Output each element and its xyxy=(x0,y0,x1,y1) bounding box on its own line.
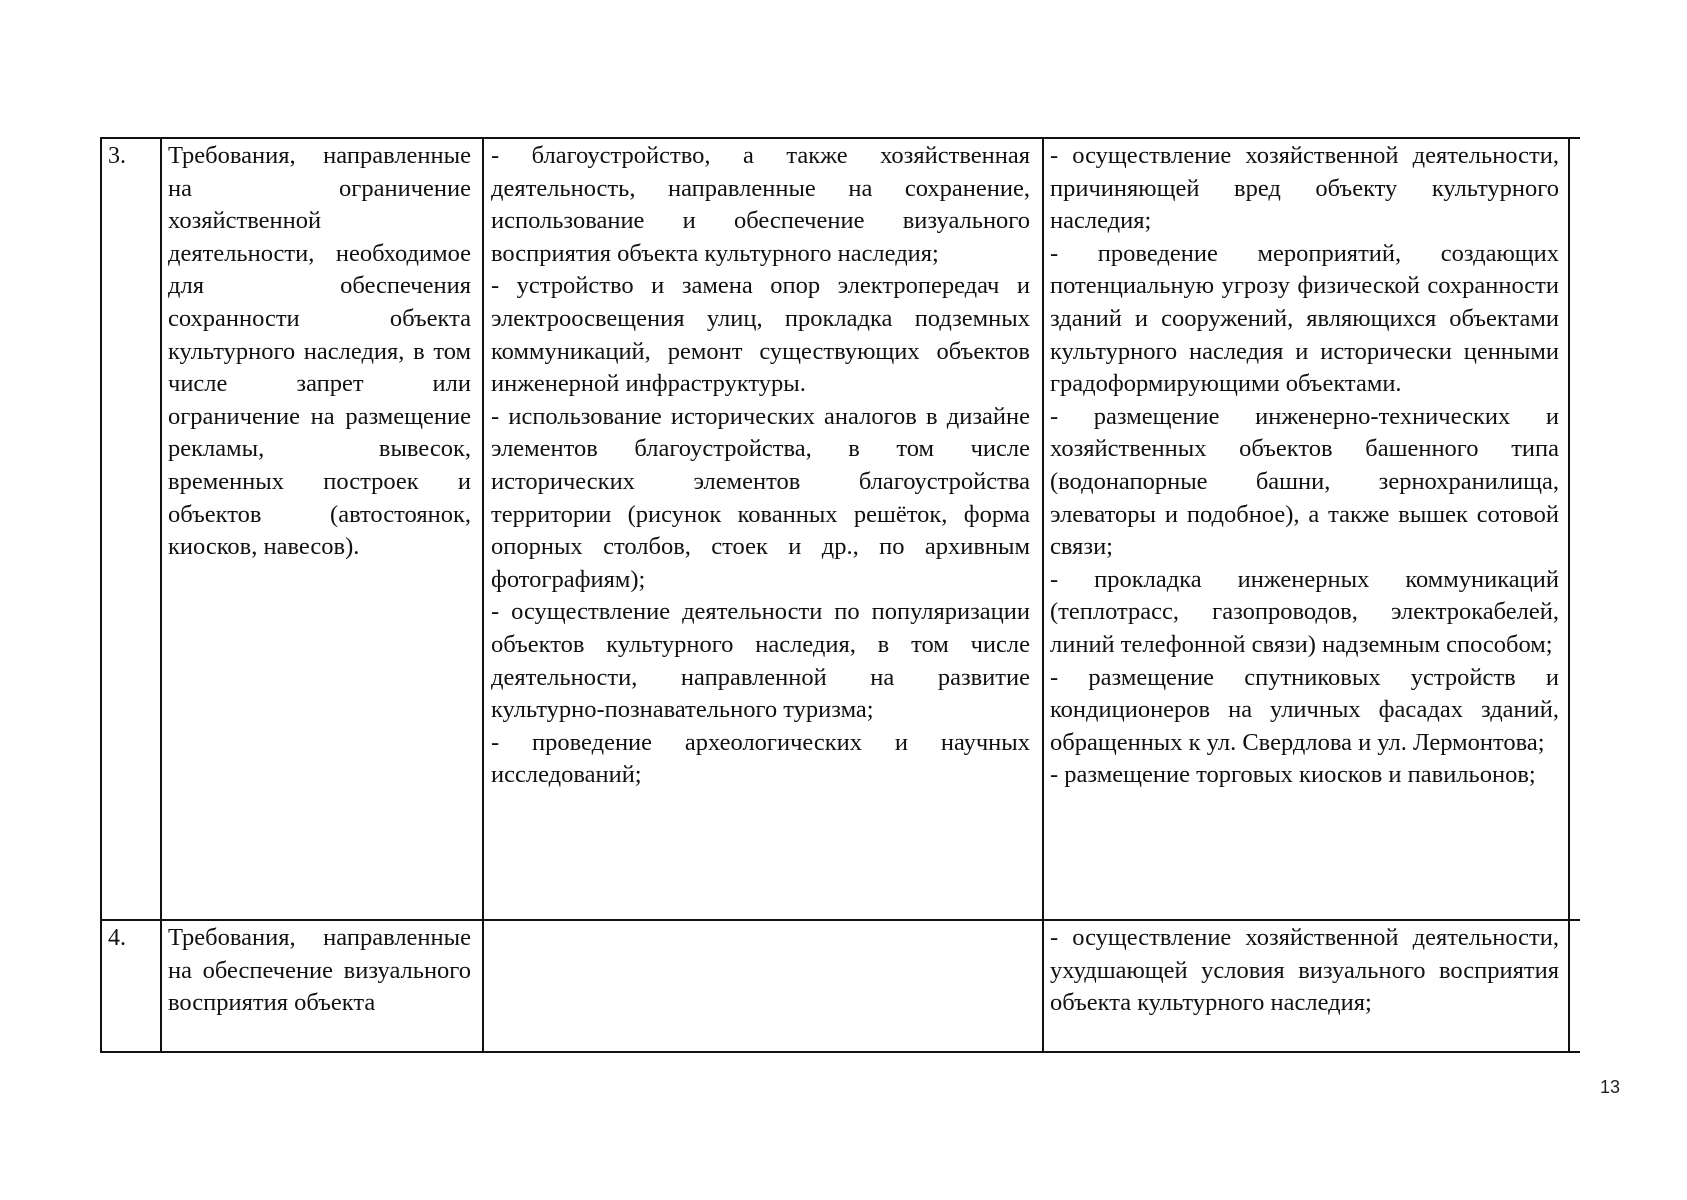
table-top-border xyxy=(100,137,1580,139)
list-item: - прокладка инженерных коммуникаций (теплотрасс, газопроводов, электрокабелей, линий телефонной связи) надземным способом; xyxy=(1050,565,1559,658)
requirement-cell: Требования, направленные на обеспечение визуального восприятия объекта xyxy=(168,924,471,1017)
column-divider-2 xyxy=(482,137,484,1053)
table-row-divider xyxy=(100,919,1580,921)
column-divider-1 xyxy=(160,137,162,1053)
list-item: - размещение спутниковых устройств и кондиционеров на уличных фасадах зданий, обращенных к ул. Свердлова и ул. Лермонтова; xyxy=(1050,663,1559,756)
list-item: - проведение мероприятий, создающих потенциальную угрозу физической сохранности зданий и сооружений, являющихся объектами культурного наследия и исторически ценными градоформирующими объектами. xyxy=(1050,239,1559,398)
table-bottom-border xyxy=(100,1051,1580,1053)
list-item: - устройство и замена опор электропередач и электроосвещения улиц, прокладка подземных коммуникаций, ремонт существующих объектов инженерной инфраструктуры. xyxy=(491,272,1030,398)
prohibited-cell xyxy=(1050,140,1559,792)
list-item: - размещение инженерно-технических и хозяйственных объектов башенного типа (водонапорные башни, зернохранилища, элеваторы и подобное), а также вышек сотовой связи; xyxy=(1050,402,1559,561)
table-left-border xyxy=(100,137,102,1053)
list-item: - использование исторических аналогов в дизайне элементов благоустройства, в том числе исторических элементов благоустройства территории (рисунок кованных решёток, форма опорных столбов, стоек и др., по архивным фотографиям); xyxy=(491,402,1030,593)
page-number: 13 xyxy=(1600,1077,1621,1097)
list-item: - размещение торговых киосков и павильонов; xyxy=(1050,761,1536,789)
list-item: - осуществление деятельности по популяризации объектов культурного наследия, в том числе деятельности, направленной на развитие культурно-познавательного туризма; xyxy=(491,598,1030,724)
column-divider-3 xyxy=(1042,137,1044,1053)
row-number: 4. xyxy=(108,925,126,951)
row-number: 3. xyxy=(108,143,126,169)
list-item: - благоустройство, а также хозяйственная деятельность, направленные на сохранение, использование и обеспечение визуального восприятия объекта культурного наследия; xyxy=(491,142,1030,267)
allowed-cell xyxy=(491,140,1030,792)
requirement-cell: Требования, направленные на ограничение хозяйственной деятельности, необходимое для обеспечения сохранности объекта культурного наследия, в том числе запрет или ограничение на размещение рекламы, вывесок, временных построек и объектов (автостоянок, киосков, навесов). xyxy=(168,142,471,561)
list-item: - осуществление хозяйственной деятельности, ухудшающей условия визуального восприятия объекта культурного наследия; xyxy=(1050,924,1559,1017)
table-right-border xyxy=(1568,137,1570,1053)
prohibited-cell xyxy=(1050,922,1559,1020)
list-item: - осуществление хозяйственной деятельности, причиняющей вред объекту культурного наследия; xyxy=(1050,142,1559,235)
list-item: - проведение археологических и научных исследований; xyxy=(491,728,1030,789)
